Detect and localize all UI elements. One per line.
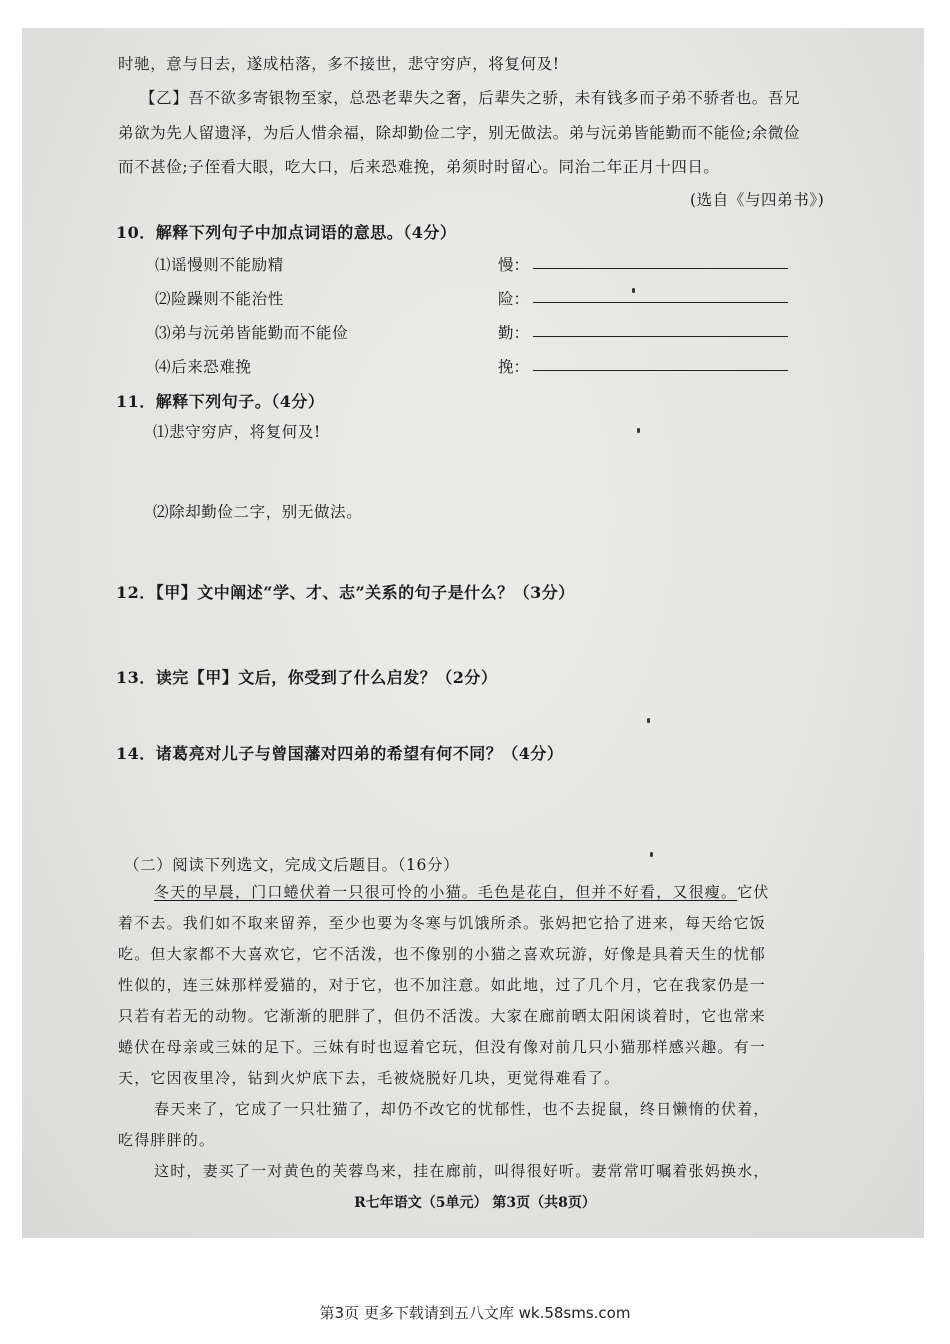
underlined-sentence: 冬天的早晨，门口蜷伏着一只很可怜的小猫。毛色是花白，但并不好看，又很瘦。 <box>154 883 738 901</box>
download-footer: 第3页 更多下载请到五八文库 wk.58sms.com <box>319 1304 631 1322</box>
q11-item: ⑵除却勤俭二字，别无做法。 <box>153 503 363 521</box>
q11-item: ⑴悲守穷庐，将复何及! <box>153 423 321 441</box>
passage-line: 性似的，连三妹那样爱猫的，对于它，也不加注意。如此地，过了几个月，它在我家仍是一 <box>118 976 767 994</box>
q10-item-label: 挽： <box>498 358 530 376</box>
question-10-title: 10．解释下列句子中加点词语的意思。（4分） <box>116 223 457 242</box>
question-12: 12．【甲】文中阐述“学、才、志”关系的句子是什么？（3分） <box>116 583 575 602</box>
passage-source: (选自《与四弟书》) <box>690 191 825 209</box>
passage-line: 吃得胖胖的。 <box>118 1131 216 1149</box>
passage-line: 天，它因夜里冷，钻到火炉底下去，毛被烧脱好几块，更觉得难看了。 <box>118 1069 621 1087</box>
passage-line: 时驰，意与日去，遂成枯落，多不接世，悲守穷庐，将复何及! <box>118 55 560 73</box>
ink-speck <box>650 852 653 857</box>
q10-item: ⑶弟与沅弟皆能勤而不能俭 <box>155 324 349 342</box>
passage-line: 蜷伏在母亲或三妹的足下。三妹有时也逗着它玩，但没有像对前几只小猫那样感兴趣。有一 <box>118 1038 767 1056</box>
q10-item: ⑴谣慢则不能励精 <box>155 256 284 274</box>
page-footer-print: R七年语文（5单元） 第3页（共8页） <box>354 1195 596 1211</box>
passage-text: 它伏 <box>737 883 770 901</box>
passage-line: 春天来了，它成了一只壮猫了，却仍不改它的忧郁性，也不去捉鼠，终日懒惰的伏着， <box>154 1100 770 1118</box>
passage-line: 【乙】吾不欲多寄银物至家，总恐老辈失之奢，后辈失之骄，未有钱多而子弟不骄者也。吾兄 <box>140 89 801 107</box>
ink-speck <box>647 718 650 723</box>
answer-blank[interactable] <box>533 370 788 371</box>
question-13: 13．读完【甲】文后，你受到了什么启发？（2分） <box>116 668 498 687</box>
q10-item-label: 慢： <box>498 256 530 274</box>
ink-speck <box>637 428 640 433</box>
question-11-title: 11．解释下列句子。（4分） <box>116 392 325 411</box>
passage-line: 这时，妻买了一对黄色的芙蓉鸟来，挂在廊前，叫得很好听。妻常常叮嘱着张妈换水， <box>154 1162 770 1180</box>
ink-speck <box>632 288 635 293</box>
question-14: 14．诸葛亮对儿子与曾国藩对四弟的希望有何不同？（4分） <box>116 744 564 763</box>
q10-item: ⑵险躁则不能治性 <box>155 290 284 308</box>
answer-blank[interactable] <box>533 302 788 303</box>
answer-blank[interactable] <box>533 268 788 269</box>
passage-line: 而不甚俭;子侄看大眼，吃大口，后来恐难挽，弟须时时留心。同治二年正月十四日。 <box>118 158 720 176</box>
q10-item: ⑷后来恐难挽 <box>155 358 252 376</box>
passage-line: 吃。但大家都不大喜欢它，它不活泼，也不像别的小猫之喜欢玩游，好像是具着天生的忧郁 <box>118 945 767 963</box>
passage-line: 着不去。我们如不取来留养，至少也要为冬寒与饥饿所杀。张妈把它拾了进来，每天给它饭 <box>118 914 767 932</box>
q10-item-label: 勤： <box>498 324 530 342</box>
section-2-title: （二）阅读下列选文，完成文后题目。（16分） <box>124 856 460 874</box>
answer-blank[interactable] <box>533 336 788 337</box>
passage-line <box>154 881 770 902</box>
passage-line: 弟欲为先人留遗泽，为后人惜余福，除却勤俭二字，别无做法。弟与沅弟皆能勤而不能俭;余微俭 <box>118 124 801 142</box>
q10-item-label: 险： <box>498 290 530 308</box>
passage-line: 只若有若无的动物。它渐渐的肥胖了，但仍不活泼。大家在廊前晒太阳闲谈着时，它也常来 <box>118 1007 767 1025</box>
